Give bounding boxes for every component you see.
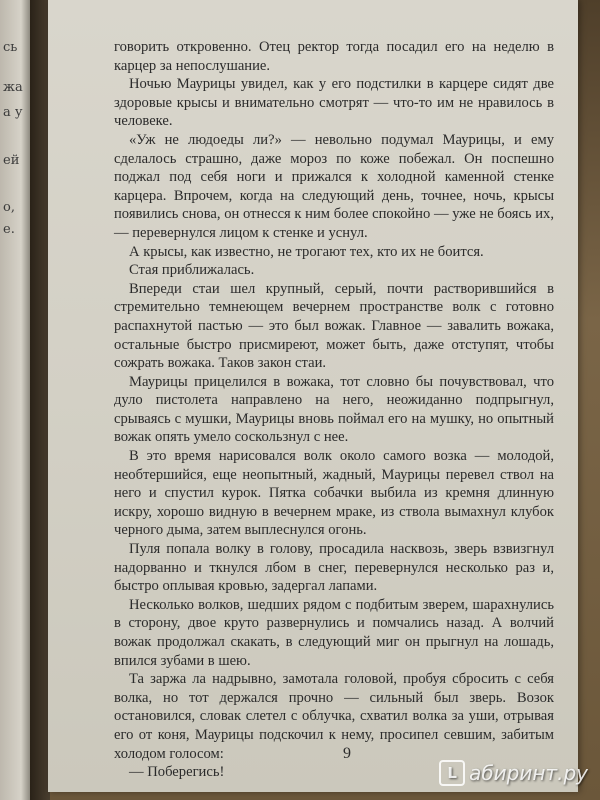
paragraph: Маурицы прицелился в вожака, тот словно бы почувствовал, что дуло пистолета направлено на него, неожиданно подпрыгнул, срываясь с мушки, Маурицы вновь поймал его на мушку, но опытный вожак опять умело соскользнул с нее.	[114, 373, 554, 446]
paragraph: В это время нарисовался волк около самого возка — молодой, необтершийся, еще неопытный, жадный, Маурицы перевел ствол на него и спустил курок. Пятка собачки выбила из кремня длинную искру, хорошо видную в вечернем мраке, из ствола вымахнул клубок черного дыма, затем выплеснулся огонь.	[114, 448, 554, 539]
paragraph: — Поберегись!	[129, 764, 225, 781]
paragraph: Впереди стаи шел крупный, серый, почти растворившийся в стремительно темнеющем вечернем пространстве волк с готовно распахнутой пастью — это был вожак. Главное — завалить вожака, остальные быстро присмиреют, может быть, даже отступят, чтобы сожрать вожака. Таков закон стаи.	[114, 280, 554, 372]
paragraph: говорить откровенно. Отец ректор тогда посадил его на неделю в карцер за непослушание.	[114, 39, 554, 74]
paragraph: А крысы, как известно, не трогают тех, кто их не боится.	[129, 243, 484, 260]
paragraph: Та заржа ла надрывно, замотала головой, пробуя сбросить с себя волка, но тот держался прочно — сильный был зверь. Возок остановился, словак слетел с облучка, схватил волка за уши, отрывая его от коня, Маурицы подскочил к нему, просипел севшим, забитым холодом голосом:	[114, 671, 554, 762]
watermark-logo-icon: L	[439, 760, 465, 786]
watermark-text: абиринт.ру	[469, 761, 588, 785]
paragraph: Ночью Маурицы увидел, как у его подстилки в карцере сидят две здоровые крысы и внимательно смотрят — что-то им не нравилось в человеке.	[114, 76, 554, 130]
book-spine	[30, 0, 50, 800]
paragraph: Стая приближалась.	[129, 262, 255, 279]
paragraph: Пуля попала волку в голову, просадила насквозь, зверь взвизгнул надорванно и ткнулся лбом в снег, перевернулся несколько раз и, быстро оплывая кровью, задергал лапами.	[114, 541, 554, 595]
left-fragment: а у	[3, 105, 23, 120]
paragraph: Несколько волков, шедших рядом с подбитым зверем, шарахнулись в сторону, двое круто развернулись и помчались назад. А волчий вожак продолжал скакать, в следующий миг он прыгнул на лошадь, впился зубами в шею.	[114, 596, 554, 669]
left-fragment: сь	[3, 40, 18, 55]
book-page	[48, 0, 578, 792]
watermark	[439, 760, 588, 786]
adjacent-page-edge	[0, 0, 30, 800]
left-fragment: ей	[3, 153, 20, 168]
left-fragment: жа	[3, 80, 23, 95]
left-fragment: о,	[3, 200, 15, 215]
left-fragment: е.	[3, 222, 15, 237]
page-body	[114, 38, 554, 782]
paragraph: «Уж не людоеды ли?» — невольно подумал Маурицы, и ему сделалось страшно, даже мороз по коже побежал. Он поспешно поджал под себя ноги и прижался к холодной каменной стенке карцера. Впрочем, когда на следующий день, точнее, ночь, крысы появились снова, он отнесся к ним более спокойно — уже не боясь их, — перевернулся лицом к стенке и уснул.	[114, 131, 554, 241]
page-number: 9	[343, 745, 351, 762]
